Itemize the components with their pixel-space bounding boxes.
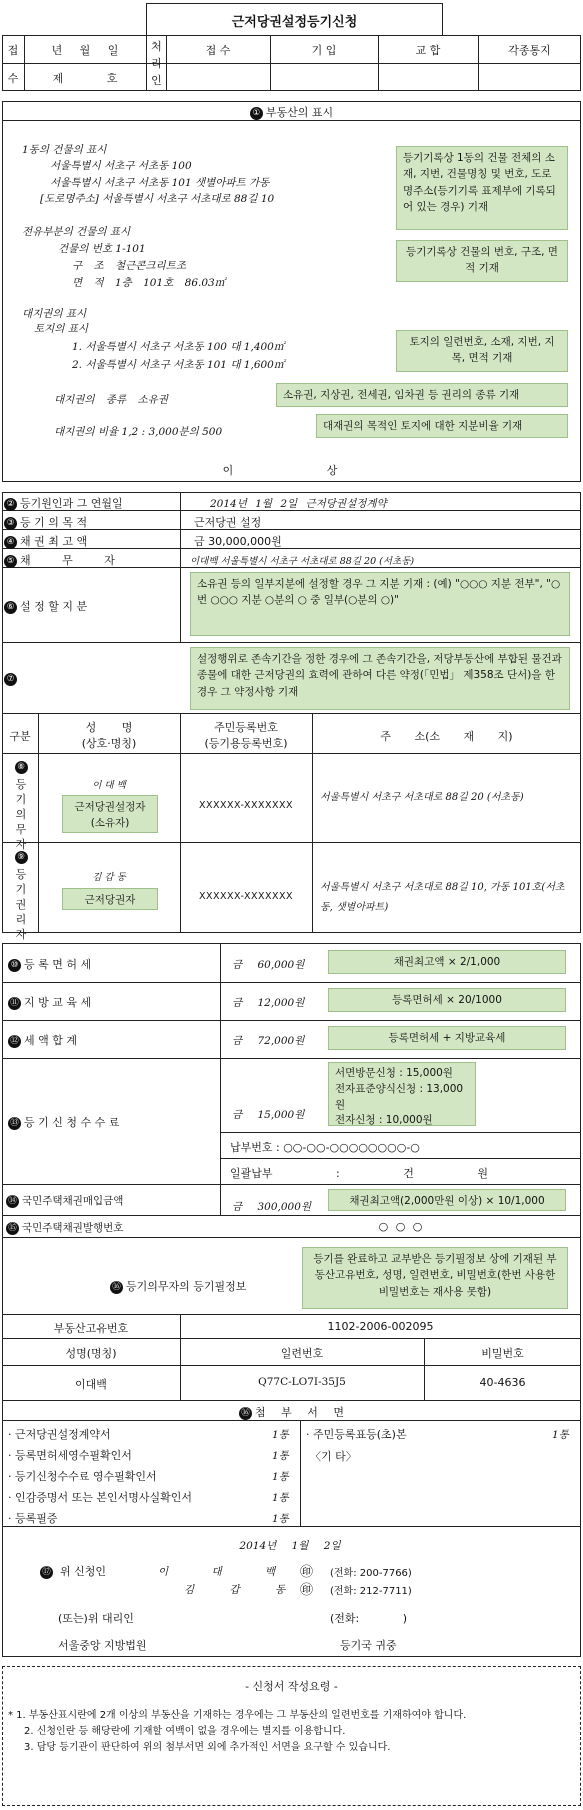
note-ratio: 대재권의 목적인 토지에 대한 지분비율 기재 (316, 414, 568, 438)
obligor-badge: 근저당권설정자 (소유자) (62, 795, 158, 833)
attach-left-4-count: 1통 (272, 1513, 289, 1525)
uid-value: 1102-2006-002095 (327, 1320, 434, 1333)
reception-no-label: 제 호 (52, 72, 118, 85)
fee14-label: ⑭ 국민주택채권매입금액 (6, 1193, 123, 1208)
right-type-line: 대지권의 종류 소유권 (54, 394, 168, 406)
row5-label: ⑤ 채 무 자 (4, 552, 115, 568)
col-reception: 접 수 (205, 44, 231, 57)
fee11-value: 금 12,000원 (232, 997, 305, 1009)
note-special: 설정행위로 존속기간을 정한 경우에 그 존속기간을, 저당부동산에 부합된 물건과 종물에 대한 근저당권의 효력에 관하여 다른 약정(「민법」 제358조 단서)을 한 경우 그 약정사항 기재 (190, 647, 570, 710)
attach-left-0-count: 1통 (272, 1429, 289, 1441)
row7-label: ⑦ (4, 672, 20, 686)
fee13-value: 금 15,000원 (232, 1109, 305, 1121)
building-line-1: 서울특별시 서초구 서초동 100 (50, 160, 192, 172)
row2-label: ② 등기원인과 그 연월일 (4, 495, 123, 511)
bulk-payment: 일괄납부 : 건 원 (230, 1167, 488, 1180)
agent-phone: (전화: ) (330, 1612, 408, 1625)
fee10-value: 금 60,000원 (232, 959, 305, 971)
fee12-note: 등록면허세 + 지방교육세 (328, 1026, 566, 1050)
row3-value: 근저당권 설정 (194, 516, 262, 529)
note-land: 토지의 일련번호, 소재, 지번, 지목, 면적 기재 (396, 330, 568, 372)
unit-line-1: 건물의 번호 1-101 (58, 243, 146, 255)
attach-left-4: · 등록필증 (8, 1512, 58, 1525)
instruction-1: * 1. 부동산표시란에 2개 이상의 부동산을 기재하는 경우에는 그 부동산의 일련번호를 기재하여야 합니다. (8, 1710, 467, 1721)
reception-label-top: 접 (7, 44, 19, 57)
fee15-label: ⑮ 국민주택채권발행번호 (6, 1220, 123, 1235)
num-1: ① (250, 107, 263, 120)
note-share: 소유권 등의 일부지분에 설정할 경우 그 지분 기재 : (예) "○○○ 지분 전부", "○번 ○○○ 지분 ○분의 ○ 중 일부(○분의 ○)" (190, 572, 570, 636)
unit-line-0: 전유부분의 건물의 표시 (22, 226, 131, 238)
header-name: 성 명 (85, 721, 133, 734)
obligor-rrn: XXXXXX-XXXXXXX (198, 800, 294, 811)
instruction-2: 2. 신청인란 등 해당란에 기재할 여백이 없을 경우에는 별지를 이용합니다. (24, 1726, 346, 1737)
court-name: 서울중앙 지방법원 (58, 1639, 147, 1652)
office-name: 등기국 귀중 (340, 1639, 397, 1652)
row3-label: ③ 등 기 의 목 적 (4, 514, 87, 530)
land-line-1: 토지의 표시 (34, 323, 89, 335)
instructions-title: - 신청서 작성요령 - (245, 1680, 338, 1693)
obligee-name: 김 갑 동 (92, 872, 126, 883)
reception-label-bottom: 수 (7, 72, 19, 85)
attach-right-0-count: 1통 (552, 1429, 569, 1441)
fee14-note: 채권최고액(2,000만원 이상) × 10/1,000 (328, 1189, 566, 1211)
col-check: 교 합 (415, 44, 441, 57)
unit-line-3: 면 적 1층 101호 86.03㎡ (72, 277, 226, 289)
attach-left-3: · 인감증명서 또는 본인서명사실확인서 (8, 1491, 193, 1504)
building-line-3: [도로명주소] 서울특별시 서초구 서초대로 88길 10 (40, 193, 275, 205)
applicant1-phone: (전화: 200-7766) (330, 1568, 412, 1579)
pw-value-serial: Q77C-LO7I-35J5 (258, 1376, 346, 1388)
process-label: 처리인 (151, 40, 162, 87)
unit-line-2: 구 조 철근콘크리트조 (72, 260, 186, 272)
fee11-note: 등록면허세 × 20/1000 (328, 988, 566, 1012)
applicant1-seal: ㊞ (300, 1565, 314, 1580)
row4-value: 금 30,000,000원 (194, 535, 282, 548)
instruction-3: 3. 담당 등기관이 판단하여 위의 첨부서면 외에 추가적인 서면을 요구할 수 있습니다. (24, 1742, 391, 1753)
attach-left-2: · 등기신청수수료 영수필확인서 (8, 1470, 157, 1483)
header-rrn-sub: (등기용등록번호) (204, 737, 288, 750)
attach-left-0: · 근저당권설정계약서 (8, 1428, 111, 1441)
sign-date: 2014년 1월 2일 (239, 1540, 341, 1552)
payment-no: 납부번호 : ○○-○○-○○○○○○○○-○ (230, 1141, 420, 1154)
obligee-rrn: XXXXXX-XXXXXXX (198, 891, 294, 902)
row2-value: 2014년 1월 2일 근저당권설정계약 (210, 498, 387, 510)
attach-right-0: · 주민등록표등(초)본 (306, 1428, 407, 1441)
obligee-label: ⑨ 등기권리자 (15, 851, 27, 941)
pw-value-name: 이대백 (75, 1378, 107, 1391)
row6-label: ⑥ 설 정 할 지 분 (4, 598, 87, 614)
agent-label: (또는)위 대리인 (58, 1612, 134, 1625)
obligor-label: ⑧ 등기의무자 (15, 761, 27, 851)
fee12-value: 금 72,000원 (232, 1035, 305, 1047)
land-line-0: 대지권의 표시 (22, 308, 87, 320)
fee13-label: ⑬ 등 기 신 청 수 수 료 (8, 1114, 119, 1130)
note-unit: 등기기록상 건물의 번호, 구조, 면적 기재 (396, 240, 568, 282)
password-note: 등기를 완료하고 교부받은 등기필정보 상에 기재된 부동산고유번호, 성명, 일련번호, 비밀번호(한번 사용한 비밀번호는 재사용 못함) (302, 1247, 568, 1309)
attach-left-1: · 등록면허세영수필확인서 (8, 1449, 132, 1462)
obligee-address: 서울특별시 서초구 서초대로 88길 10, 가동 101호(서초동, 샛별아파트) (320, 882, 565, 913)
form-title: 근저당권설정등기신청 (231, 15, 358, 30)
pw-header-password: 비밀번호 (481, 1347, 524, 1360)
pw-value-password: 40-4636 (479, 1376, 526, 1389)
fee12-label: ⑫ 세 액 합 계 (8, 1032, 77, 1048)
applicant2-name: 김 갑 동 (184, 1584, 286, 1596)
applicant-label: ⑰ 위 신청인 (40, 1563, 106, 1579)
attach-left-2-count: 1통 (272, 1471, 289, 1483)
fee15-value: ○ ○ ○ (378, 1220, 423, 1233)
building-line-2: 서울특별시 서초구 서초동 101 샛별아파트 가동 (50, 177, 270, 189)
property-section-title: ① 부동산의 표시 (2, 104, 581, 120)
obligor-address: 서울특별시 서초구 서초대로 88길 20 (서초동) (320, 792, 524, 803)
uid-label: 부동산고유번호 (53, 1322, 129, 1335)
reception-date-label: 년 월 일 (51, 44, 119, 57)
building-line-0: 1동의 건물의 표시 (22, 144, 107, 156)
header-address: 주 소(소 재 지) (380, 730, 513, 743)
header-category: 구분 (9, 730, 31, 743)
header-name-sub: (상호·명칭) (81, 737, 137, 750)
header-rrn: 주민등록번호 (214, 721, 278, 734)
fee14-value: 금 300,000원 (232, 1201, 312, 1213)
pw-header-name: 성명(명칭) (65, 1347, 117, 1360)
fee10-note: 채권최고액 × 2/1,000 (328, 950, 566, 974)
row4-label: ④ 채 권 최 고 액 (4, 533, 87, 549)
note-right-type: 소유권, 지상권, 전세권, 임차권 등 권리의 종류 기재 (276, 383, 568, 407)
col-notice: 각종통지 (508, 44, 551, 57)
land-line-2: 1. 서울특별시 서초구 서초동 100 대 1,400㎡ (72, 341, 285, 353)
obligee-badge: 근저당권자 (62, 888, 158, 910)
obligor-name: 이 대 백 (92, 780, 126, 791)
note-building: 등기기록상 1동의 건물 전체의 소재, 지번, 건물명칭 및 번호, 도로명주소(등기기록 표제부에 기록되어 있는 경우) 기재 (396, 146, 568, 230)
row5-value: 이대백 서울특별시 서초구 서초대로 88길 20 (서초동) (190, 556, 415, 567)
land-line-3: 2. 서울특별시 서초구 서초동 101 대 1,600㎡ (72, 359, 285, 371)
attach-left-3-count: 1통 (272, 1492, 289, 1504)
password-title: ⑯ 등기의무자의 등기필정보 (110, 1278, 246, 1294)
attach-right-1: 〈기 타〉 (310, 1450, 357, 1463)
col-entry: 기 입 (311, 44, 337, 57)
fee11-label: ⑪ 지 방 교 육 세 (8, 994, 91, 1010)
pw-header-serial: 일련번호 (280, 1347, 324, 1360)
attachments-title: ⑯ 첨 부 서 면 (2, 1404, 581, 1420)
attach-left-1-count: 1통 (272, 1450, 289, 1462)
applicant2-seal: ㊞ (300, 1583, 314, 1598)
fee10-label: ⑩ 등 록 면 허 세 (8, 956, 91, 972)
applicant2-phone: (전화: 212-7711) (330, 1586, 412, 1597)
end-mark: 이 상 (222, 464, 338, 477)
ratio-line: 대지권의 비율 1,2 : 3,000분의 500 (54, 426, 223, 438)
applicant1-name: 이 대 백 (158, 1566, 276, 1578)
fee13-note: 서면방문신청 : 15,000원 전자표준양식신청 : 13,000원 전자신청 : 10,000원 (328, 1062, 476, 1126)
